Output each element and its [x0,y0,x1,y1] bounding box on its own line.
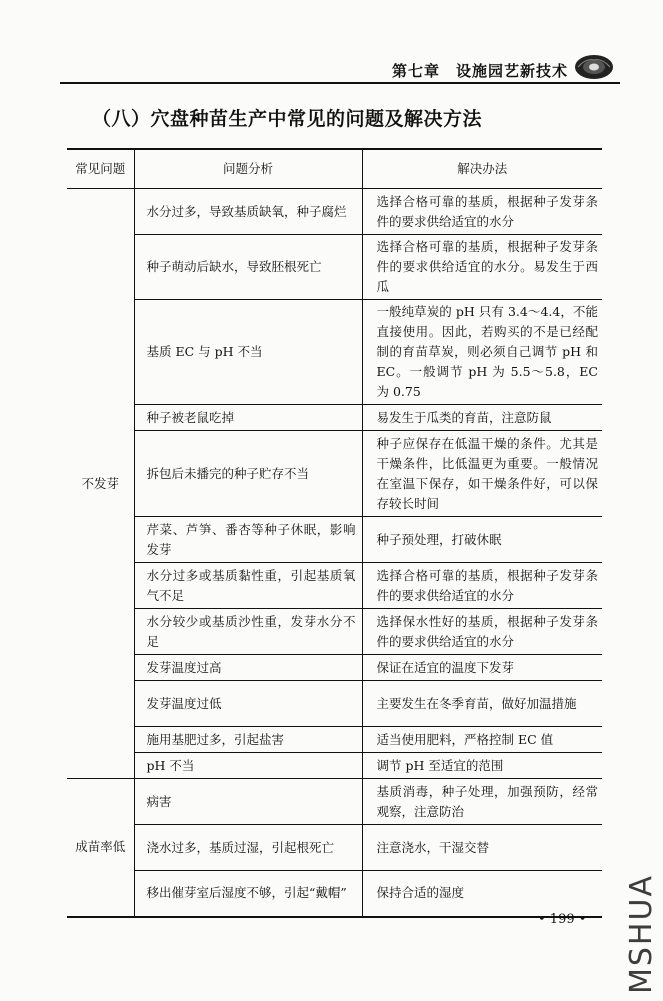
solution-cell: 种子应保存在低温干燥的条件。尤其是干燥条件，比低温更为重要。一般情况在室温下保存，如干燥条件好，可以保存较长时间 [362,431,602,517]
analysis-cell: 病害 [134,779,362,825]
page-number: • 199 • [538,912,587,927]
analysis-cell: 基质 EC 与 pH 不当 [134,300,362,405]
table-row [67,235,602,300]
analysis-cell: 水分过多或基质黏性重，引起基质氧气不足 [134,563,362,609]
solution-cell: 选择合格可靠的基质，根据种子发芽条件的要求供给适宜的水分 [362,189,602,235]
table-row [67,753,602,779]
analysis-cell: 种子萌动后缺水，导致胚根死亡 [134,235,362,300]
analysis-cell: 种子被老鼠吃掉 [134,405,362,431]
table-row [67,517,602,563]
table-row [67,609,602,655]
solution-cell: 保持合适的湿度 [362,871,602,917]
category-cell: 成苗率低 [67,779,134,917]
column-header-solution: 解决办法 [362,149,602,189]
solution-cell: 种子预处理，打破休眠 [362,517,602,563]
solution-cell: 主要发生在冬季育苗，做好加温措施 [362,681,602,727]
table-row [67,825,602,871]
table-row [67,431,602,517]
table-row [67,871,602,917]
watermark-text: MSHUA [624,874,659,994]
table-row [67,779,602,825]
column-header-problem: 常见问题 [67,149,134,189]
analysis-cell: 水分较少或基质沙性重，发芽水分不足 [134,609,362,655]
table-row [67,563,602,609]
analysis-cell: 浇水过多，基质过湿，引起根死亡 [134,825,362,871]
analysis-cell: 发芽温度过低 [134,681,362,727]
solution-cell: 注意浇水，干湿交替 [362,825,602,871]
table-header-row [67,149,602,189]
table-row [67,189,602,235]
category-cell: 不发芽 [67,189,134,779]
analysis-cell: pH 不当 [134,753,362,779]
solution-cell: 调节 pH 至适宜的范围 [362,753,602,779]
problem-solution-table [67,148,602,918]
analysis-cell: 施用基肥过多，引起盐害 [134,727,362,753]
table-row [67,655,602,681]
chapter-label: 第七章 设施园艺新技术 [391,62,568,80]
solution-cell: 选择保水性好的基质，根据种子发芽条件的要求供给适宜的水分 [362,609,602,655]
solution-cell: 保证在适宜的温度下发芽 [362,655,602,681]
table-row [67,727,602,753]
analysis-cell: 拆包后未播完的种子贮存不当 [134,431,362,517]
analysis-cell: 芹菜、芦笋、番杏等种子休眠，影响发芽 [134,517,362,563]
column-header-analysis: 问题分析 [134,149,362,189]
table-row [67,300,602,405]
solution-cell: 一般纯草炭的 pH 只有 3.4～4.4，不能直接使用。因此，若购买的不是已经配制的育苗草炭，则必须自己调节 pH 和 EC。一般调节 pH 为 5.5～5.8，EC 为 0.75 [362,300,602,405]
solution-cell: 易发生于瓜类的育苗，注意防鼠 [362,405,602,431]
solution-cell: 基质消毒，种子处理，加强预防，经常观察，注意防治 [362,779,602,825]
table-row [67,681,602,727]
section-title: （八）穴盘种苗生产中常见的问题及解决方法 [92,108,483,130]
analysis-cell: 移出催芽室后湿度不够，引起“戴帽” [134,871,362,917]
solution-cell: 适当使用肥料，严格控制 EC 值 [362,727,602,753]
table-row [67,405,602,431]
solution-cell: 选择合格可靠的基质，根据种子发芽条件的要求供给适宜的水分 [362,563,602,609]
solution-cell: 选择合格可靠的基质，根据种子发芽条件的要求供给适宜的水分。易发生于西瓜 [362,235,602,300]
analysis-cell: 发芽温度过高 [134,655,362,681]
analysis-cell: 水分过多，导致基质缺氧，种子腐烂 [134,189,362,235]
chapter-emblem-icon [574,52,614,82]
running-header [60,56,620,84]
